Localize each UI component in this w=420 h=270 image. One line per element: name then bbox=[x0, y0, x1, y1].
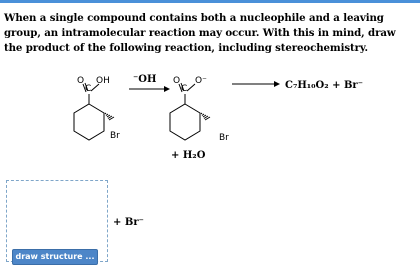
reagent-hydroxide: ⁻OH bbox=[133, 74, 157, 85]
byproduct-water: + H₂O bbox=[171, 150, 206, 161]
reactant-br: Br bbox=[110, 131, 120, 141]
intermediate-structure bbox=[170, 76, 229, 161]
draw-structure-button[interactable]: draw structure ... bbox=[12, 249, 98, 265]
intermediate-o-minus: O⁻ bbox=[195, 76, 207, 86]
answer-side-product: + Br⁻ bbox=[113, 217, 144, 228]
intermediate-carbon: C bbox=[181, 84, 188, 94]
product-formula: C₇H₁₀O₂ + Br⁻ bbox=[285, 80, 363, 91]
reactant-carbonyl-o: O bbox=[77, 76, 85, 86]
intermediate-carbonyl-o: O bbox=[173, 76, 181, 86]
reaction-arrow-2 bbox=[232, 80, 363, 91]
reactant-carbon: C bbox=[85, 84, 92, 94]
intermediate-br: Br bbox=[219, 133, 229, 143]
question-text: When a single compound contains both a nucleophile and a leaving group, an intramolecular reaction may occur. With this in mind, draw the product of the following reaction, including stereochemistry. bbox=[4, 12, 396, 54]
reactant-structure bbox=[74, 76, 120, 141]
reaction-arrow-1 bbox=[129, 74, 170, 92]
reactant-oh: OH bbox=[96, 76, 110, 86]
